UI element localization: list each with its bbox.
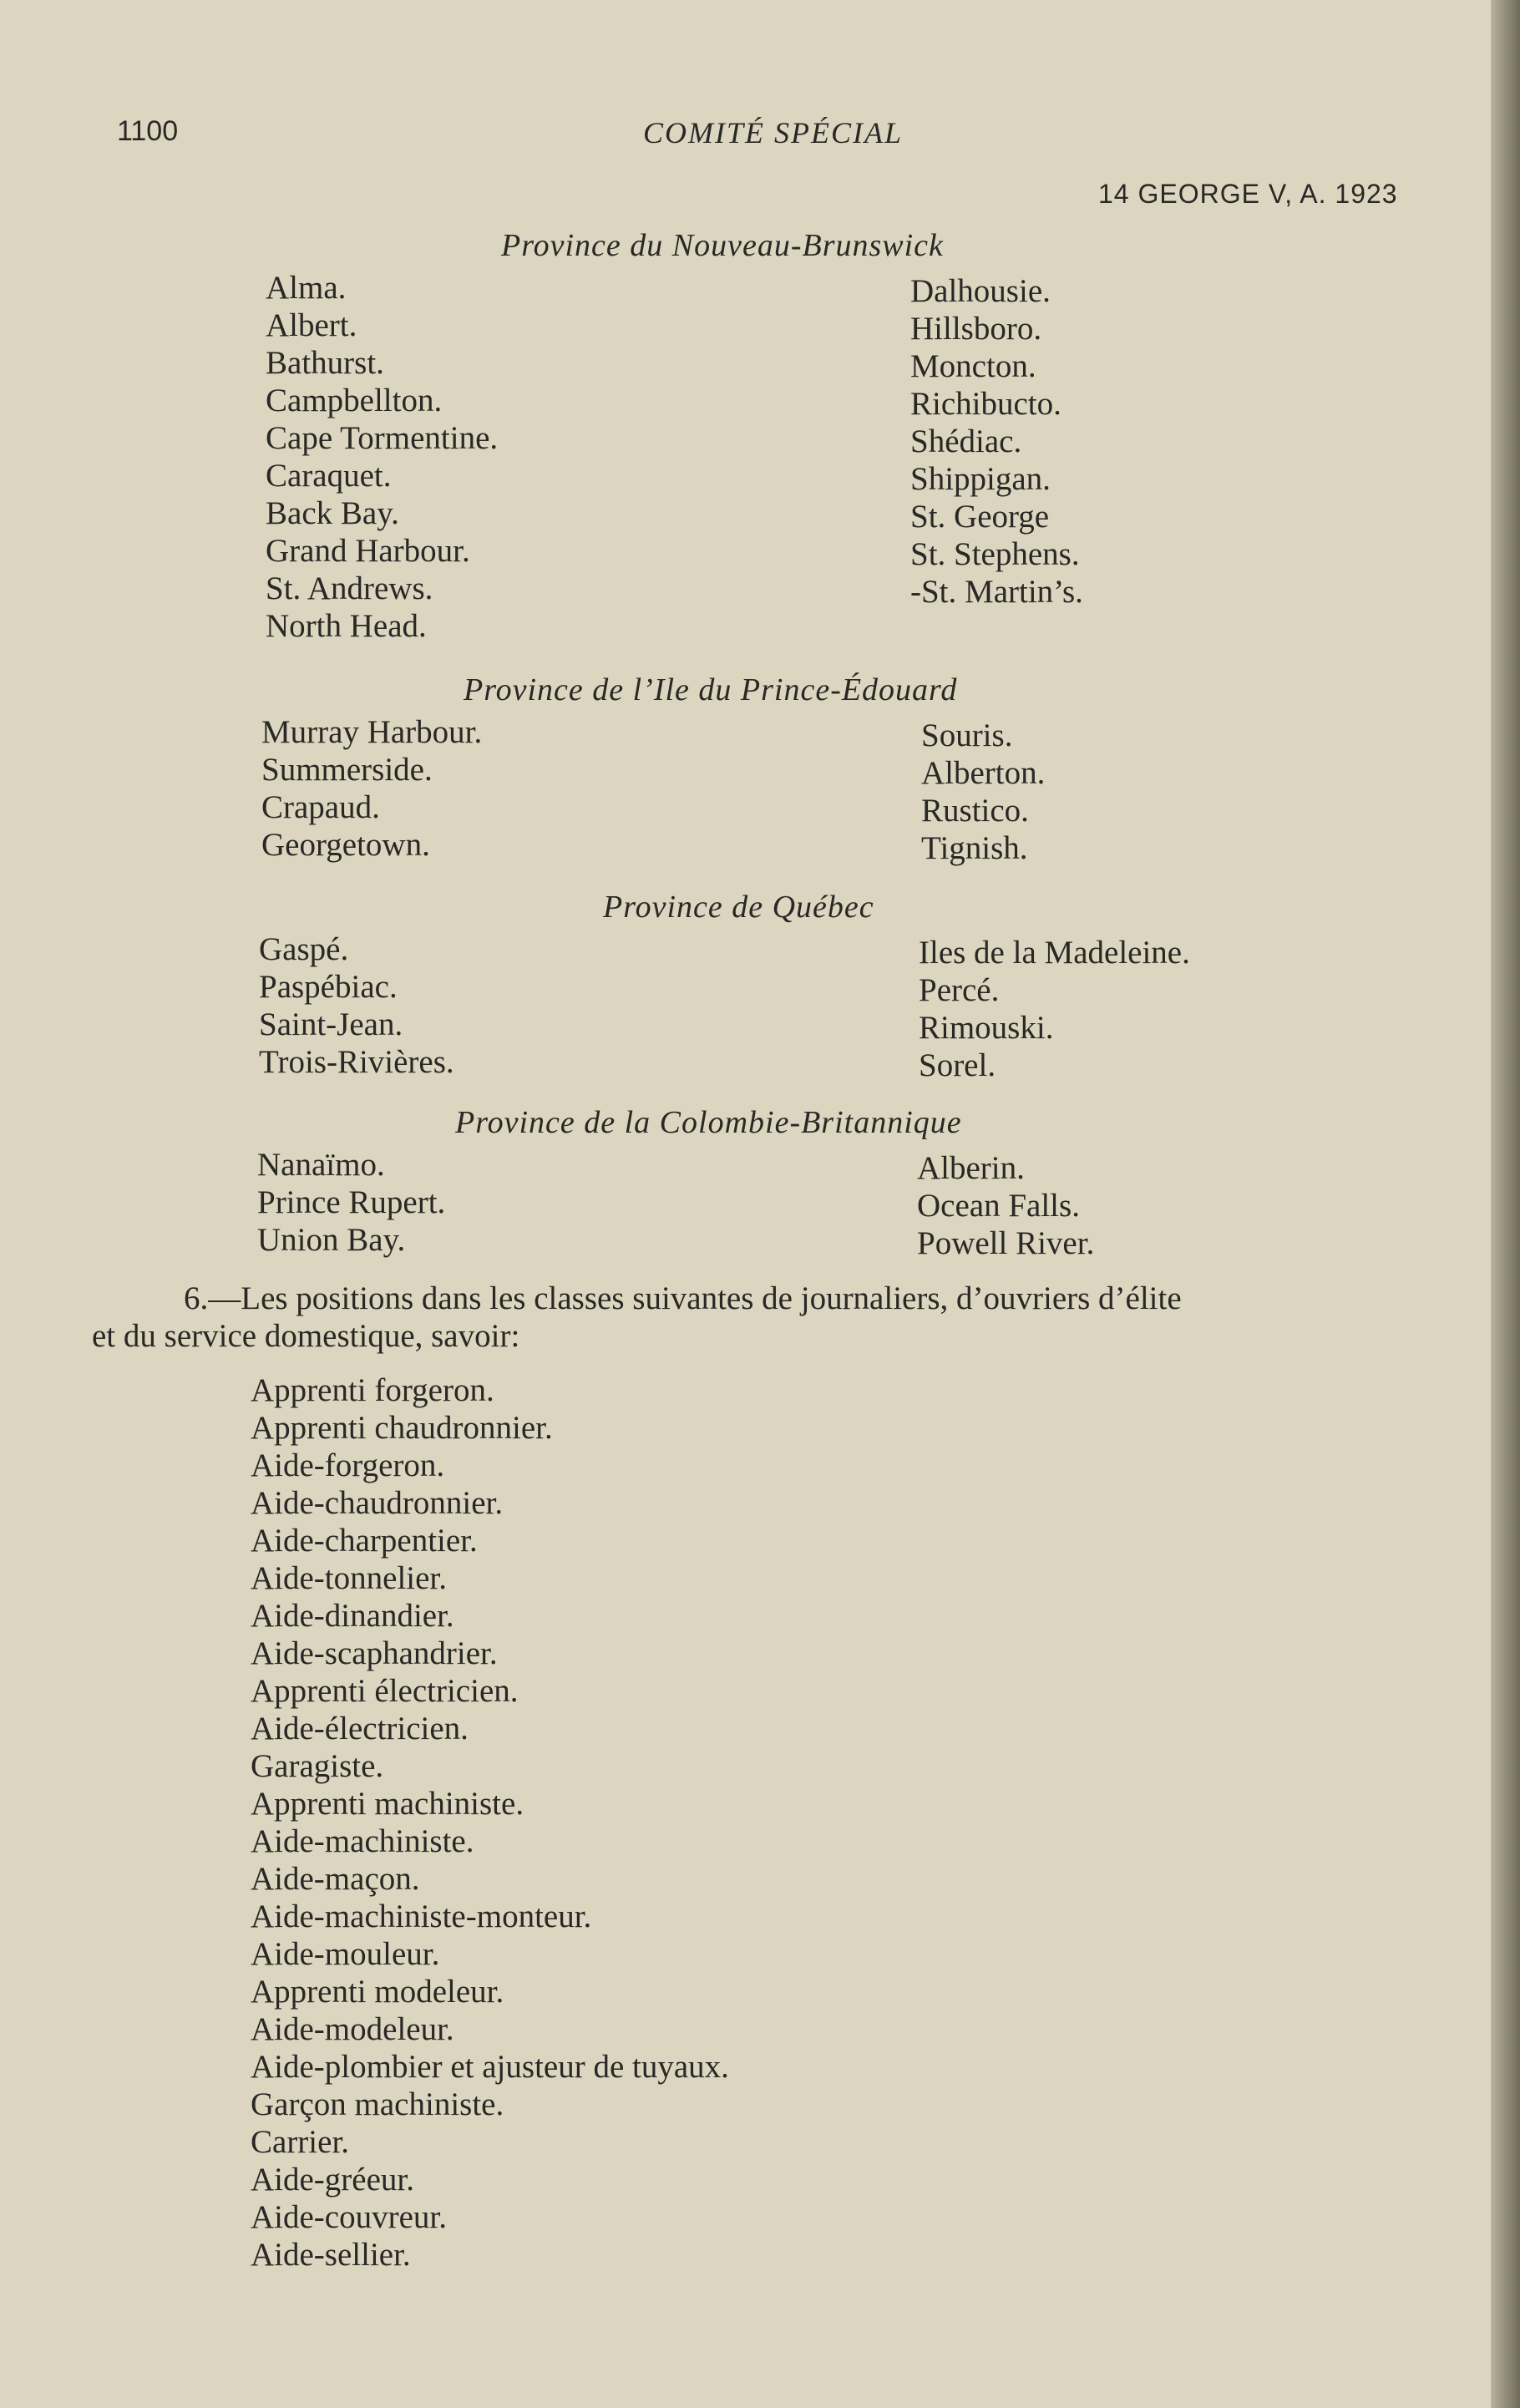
list-item: Powell River. — [917, 1225, 1095, 1261]
list-item: Summerside. — [261, 752, 433, 788]
list-item: Alberton. — [921, 755, 1046, 791]
right-column — [919, 934, 1190, 1084]
list-item: Shippigan. — [910, 461, 1051, 497]
section-heading: Province de l’Ile du Prince-Édouard — [464, 672, 958, 707]
list-item: Hillsboro. — [910, 311, 1042, 347]
list-item: Gaspé. — [259, 931, 349, 967]
list-item: Aide-électricien. — [251, 1711, 469, 1746]
paragraph-line: et du service domestique, savoir: — [92, 1318, 520, 1354]
paragraph-line: 6.—Les positions dans les classes suivantes de journaliers, d’ouvriers d’élite — [184, 1280, 1182, 1316]
list-item: Sorel. — [919, 1047, 996, 1083]
list-item: Aide-plombier et ajusteur de tuyaux. — [251, 2049, 729, 2085]
paragraph-6 — [92, 1280, 1470, 1355]
right-column — [910, 272, 1083, 611]
list-item: Campbellton. — [266, 383, 443, 418]
list-item: Georgetown. — [261, 827, 430, 863]
list-item: Union Bay. — [257, 1222, 406, 1258]
list-item: Ocean Falls. — [917, 1188, 1080, 1224]
session-line: 14 GEORGE V, A. 1923 — [1098, 179, 1398, 209]
list-item: Shédiac. — [910, 423, 1022, 459]
list-item: Apprenti forgeron. — [251, 1372, 494, 1408]
list-item: St. Andrews. — [266, 570, 433, 606]
list-item: Iles de la Madeleine. — [919, 935, 1190, 971]
list-item: Apprenti machiniste. — [251, 1786, 524, 1822]
running-head: COMITÉ SPÉCIAL — [643, 116, 903, 150]
list-item: Aide-sellier. — [251, 2237, 411, 2273]
list-item: Moncton. — [910, 348, 1036, 384]
list-item: Percé. — [919, 972, 1000, 1008]
left-column — [259, 930, 454, 1081]
list-item: Bathurst. — [266, 345, 384, 381]
list-item: Trois-Rivières. — [259, 1044, 454, 1080]
right-column — [917, 1149, 1094, 1262]
list-item: Apprenti chaudronnier. — [251, 1410, 553, 1446]
list-item: Aide-chaudronnier. — [251, 1485, 504, 1521]
list-item: Murray Harbour. — [261, 714, 483, 750]
list-item: Caraquet. — [266, 458, 392, 494]
list-item: Richibucto. — [910, 386, 1061, 422]
list-item: Aide-gréeur. — [251, 2162, 414, 2198]
list-item: Aide-mouleur. — [251, 1936, 440, 1972]
list-item: Aide-scaphandrier. — [251, 1635, 498, 1671]
page-edge — [1491, 0, 1520, 2408]
list-item: Garçon machiniste. — [251, 2086, 504, 2122]
list-item: Rimouski. — [919, 1010, 1054, 1046]
list-item: Aide-couvreur. — [251, 2199, 447, 2235]
list-item: Nanaïmo. — [257, 1147, 385, 1183]
list-item: Aide-modeleur. — [251, 2011, 454, 2047]
list-item: -St. Martin’s. — [910, 574, 1083, 610]
list-item: Aide-dinandier. — [251, 1598, 454, 1634]
page-number: 1100 — [117, 115, 179, 147]
list-item: Apprenti électricien. — [251, 1673, 519, 1709]
list-item: Aide-tonnelier. — [251, 1560, 448, 1596]
list-item: Crapaud. — [261, 789, 380, 825]
list-item: Albert. — [266, 307, 357, 343]
list-item: Aide-maçon. — [251, 1861, 420, 1897]
list-item: North Head. — [266, 608, 427, 644]
list-item: Souris. — [921, 717, 1013, 753]
list-item: Garagiste. — [251, 1748, 384, 1784]
list-item: Grand Harbour. — [266, 533, 470, 569]
list-item: Dalhousie. — [910, 273, 1051, 309]
section-heading: Province de la Colombie-Britannique — [455, 1105, 962, 1140]
left-column — [261, 713, 482, 864]
list-item: Prince Rupert. — [257, 1184, 446, 1220]
list-item: Paspébiac. — [259, 969, 398, 1005]
list-item: St. George — [910, 499, 1050, 535]
left-column — [257, 1146, 445, 1259]
list-item: St. Stephens. — [910, 536, 1080, 572]
list-item: Back Bay. — [266, 495, 399, 531]
list-item: Alma. — [266, 270, 347, 306]
list-item: Saint-Jean. — [259, 1006, 403, 1042]
list-item: Alberin. — [917, 1150, 1025, 1186]
list-item: Carrier. — [251, 2124, 350, 2160]
list-item: Rustico. — [921, 793, 1029, 829]
section-heading: Province de Québec — [603, 890, 874, 925]
left-column — [266, 269, 498, 645]
list-item: Aide-forgeron. — [251, 1447, 445, 1483]
positions-list — [251, 1371, 729, 2274]
right-column — [921, 717, 1045, 867]
section-heading: Province du Nouveau-Brunswick — [501, 228, 944, 263]
list-item: Aide-machiniste. — [251, 1823, 474, 1859]
list-item: Aide-charpentier. — [251, 1523, 478, 1559]
list-item: Aide-machiniste-monteur. — [251, 1899, 592, 1934]
list-item: Cape Tormentine. — [266, 420, 499, 456]
list-item: Tignish. — [921, 830, 1028, 866]
list-item: Apprenti modeleur. — [251, 1974, 504, 2010]
